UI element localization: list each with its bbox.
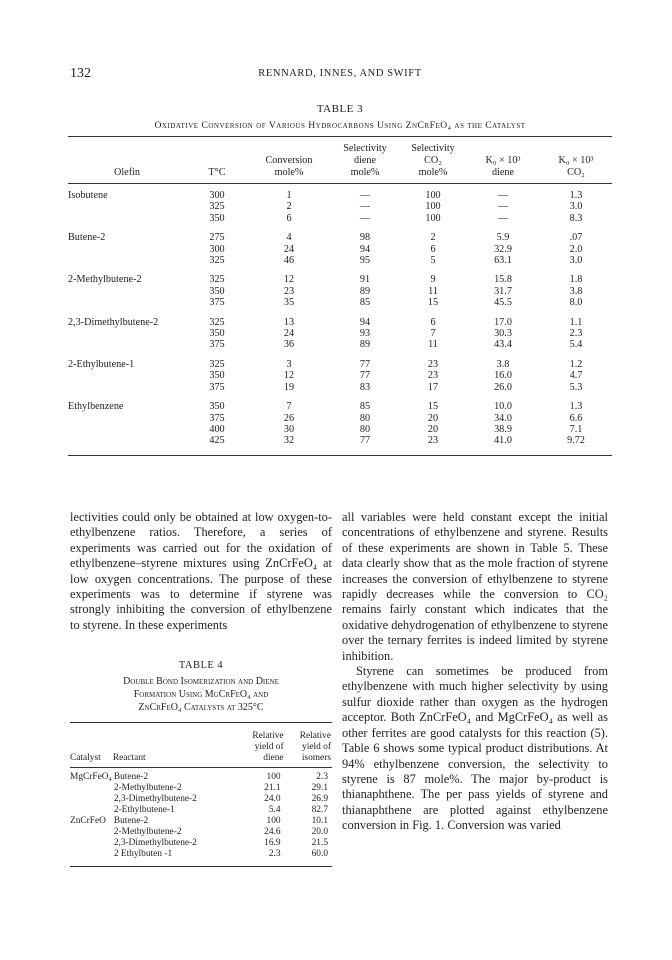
table-cell: 80 [359,423,371,435]
table-cell: 1.3 [569,190,583,201]
group-spacer [68,351,612,359]
table-cell: 30.3 [494,328,512,340]
table-cell: 5.3 [569,381,583,393]
table-cell: 24.0 [264,794,281,804]
group-spacer [68,393,612,401]
catalyst-cell [70,783,113,794]
table-cell: 85 [359,297,371,309]
table-cell: 325 [209,201,225,213]
group-spacer [68,224,612,232]
table-cell: 12 [283,370,295,382]
table-cell: 5.9 [496,232,510,244]
catalyst-cell [70,849,113,860]
spacer-cell [68,266,612,274]
table-row [68,184,612,202]
table-cell: 10.0 [494,401,512,413]
table-cell: .07 [569,232,583,244]
table4 [70,658,332,867]
table4-title: TABLE 4 [178,660,224,671]
olefin-cell [68,201,186,212]
table-cell: 100 [425,201,441,213]
table-cell: 1.2 [569,358,583,370]
table-cell: 89 [359,285,371,297]
olefin-cell [68,435,186,446]
table-row [70,794,332,805]
table-cell: 24.6 [264,827,281,837]
table-cell: 89 [359,339,371,351]
table-cell: — [497,190,509,201]
olefin-cell: 2,3-Dimethylbutene-2 [68,316,159,328]
table-cell: 98 [359,232,371,244]
table3-caption: Oxidative Conversion of Various Hydrocarbons Using ZnCrFeO₄ as the Catalyst [154,120,526,131]
table-cell: 6.6 [569,412,583,424]
table-cell: 77 [359,435,371,447]
table-cell: 38.9 [494,423,512,435]
table-cell: 300 [209,243,225,255]
table-cell: — [497,212,509,224]
table-cell: 35 [283,297,295,309]
table-cell: 1 [286,190,292,201]
olefin-cell [68,213,186,224]
olefin-cell [68,413,186,424]
table-cell: 1.8 [569,274,583,286]
table-cell: 94 [359,316,371,328]
column-header: Selectivity CO₂ mole% [400,137,466,184]
table-row [68,401,612,412]
olefin-cell [68,370,186,381]
olefin-cell [68,244,186,255]
table-row [68,255,612,266]
catalyst-cell: MgCrFeO₄ [70,772,112,782]
table-cell: 91 [359,274,371,286]
reactant-cell: Butene-2 [113,816,149,826]
table-cell: 93 [359,328,371,340]
table-cell: 350 [209,401,225,413]
olefin-cell [68,297,186,308]
table-row [68,382,612,393]
table-cell: 1.1 [569,316,583,328]
olefin-cell: 2-Methylbutene-2 [68,274,142,286]
column-header: Relative yield of isomers [285,723,332,768]
table-cell: 10.1 [311,816,328,826]
table-cell: 350 [209,285,225,297]
table-cell: 100 [266,772,281,782]
table-cell: 2.0 [569,243,583,255]
olefin-cell: Ethylbenzene [68,401,124,413]
table-cell: 60.0 [311,849,328,859]
olefin-cell [68,382,186,393]
table-cell: 24 [283,243,295,255]
table-cell: 100 [266,816,281,826]
table-cell: 26 [283,412,295,424]
right-column [342,510,608,834]
table-cell: 325 [209,274,225,286]
table-cell: 275 [209,232,225,244]
table-cell: 83 [359,381,371,393]
right-paragraph-2: Styrene can sometimes be produced from ethylbenzene with much higher selectivity by using sulfur dioxide rather than oxygen as the hydrogen acceptor. Both ZnCrFeO₄ and MgCrFeO₄ as well as other ferrites are good catalysts for this reaction (5). Table 6 shows some typical product distributions. At 94% ethylbenzene conversion, the selectivity to styrene is 87 mole%. The major by-product is thianaphthene. The per pass yields of styrene and thianaphthene are plotted against ethylbenzene conversion in Fig. 1. Conversion was varied [342,664,608,833]
table-cell: — [497,201,509,213]
spacer-cell [68,309,612,317]
table-cell: 6 [430,243,436,255]
column-header: T°C [186,137,248,184]
table-cell: 4 [286,232,292,244]
table-cell: 32 [283,435,295,447]
table-cell: 7 [286,401,292,413]
reactant-cell: 2-Methylbutene-2 [113,783,182,793]
table-cell: 32.9 [494,243,512,255]
right-paragraph-1: all variables were held constant except the initial concentrations of ethylbenzene and styrene. Results of these experiments are shown in Table 5. These data clearly show that as the mole fraction of styrene increases the conversion of ethylbenzene to styrene rapidly decreases while the conversion to CO₂ remains fairly constant which indicates that the oxidative dehydrogenation of ethylbenzene to styrene over the ternary ferrites is indeed limited by styrene inhibition. [342,510,608,663]
table-cell: 23 [283,285,295,297]
table-cell: 30 [283,423,295,435]
table-cell: 20 [427,412,439,424]
table-cell: 45.5 [494,297,512,309]
table-row [68,244,612,255]
olefin-cell [68,339,186,350]
table-cell: 325 [209,255,225,267]
table-cell: 375 [209,412,225,424]
table-row [70,816,332,827]
table-cell: 15.8 [494,274,512,286]
running-head: RENNARD, INNES, AND SWIFT [258,68,422,79]
table-cell: 41.0 [494,435,512,447]
table4-grid [70,722,332,867]
table-row [68,424,612,435]
table-cell: 100 [425,212,441,224]
olefin-cell [68,424,186,435]
olefin-cell: 2-Ethylbutene-1 [68,358,135,370]
table-cell: 375 [209,381,225,393]
table4-caption-line: Double Bond Isomerization and Diene [123,676,279,687]
table-cell: 425 [209,435,225,447]
table-cell: 36 [283,339,295,351]
table-cell: 82.7 [311,805,328,815]
table-cell: 17.0 [494,316,512,328]
catalyst-cell [70,838,113,849]
column-header: Catalyst [70,723,113,768]
table-row [68,286,612,297]
spacer-cell [68,224,612,232]
column-header: K₀ × 10³ diene [466,137,540,184]
catalyst-cell [70,794,113,805]
table-row [68,274,612,285]
reactant-cell: 2-Methylbutene-2 [113,827,182,837]
table-cell: 24 [283,328,295,340]
table4-caption [70,675,332,714]
table-row [68,201,612,212]
table-cell: 77 [359,370,371,382]
olefin-cell [68,255,186,266]
table-cell: 7 [430,328,436,340]
table-cell: 350 [209,212,225,224]
table-cell: 23 [427,435,439,447]
table-row [68,317,612,328]
reactant-cell: 2-Ethylbutene-1 [113,805,175,815]
table-cell: 6 [286,212,292,224]
table-cell: 375 [209,339,225,351]
table-row [68,232,612,243]
table-cell: 80 [359,412,371,424]
table-cell: 43.4 [494,339,512,351]
table-cell: 100 [425,190,441,201]
table-cell: 325 [209,358,225,370]
table-cell: 11 [428,339,438,351]
table-row [70,849,332,860]
table-cell: 2 [430,232,436,244]
table-cell: 15 [427,401,439,413]
table-cell: 400 [209,423,225,435]
table-cell: 13 [283,316,295,328]
page-number: 132 [70,66,91,81]
table3-title: TABLE 3 [316,103,364,115]
table-cell: 375 [209,297,225,309]
table-cell: 63.1 [494,255,512,267]
table-cell: 7.1 [569,423,583,435]
page-header [70,66,610,82]
column-header: Olefin [68,137,186,184]
table-cell: 3.0 [569,255,583,267]
table-cell: 15 [427,297,439,309]
table-cell: 19 [283,381,295,393]
table-cell: 2 [286,201,292,213]
table-row [70,805,332,816]
left-paragraph: lectivities could only be obtained at low oxygen-to-ethylbenzene ratios. Therefore, a series of experiments was carried out for the oxidation of ethylbenzene–styrene mixtures using ZnCrFeO₄ at low oxygen concentrations. The purpose of these experiments was to determine if styrene was strongly inhibiting the conversion of ethylbenzene to styrene. In these experiments [70,510,332,632]
table-row [68,339,612,350]
table-row [70,768,332,784]
catalyst-cell [70,827,113,838]
table-cell: 9.72 [567,435,585,447]
table-cell: 5 [430,255,436,267]
table-cell: 20.0 [311,827,328,837]
left-column [70,510,332,633]
table-cell: 31.7 [494,285,512,297]
olefin-cell [68,286,186,297]
table-cell: 20 [427,423,439,435]
spacer-cell [68,393,612,401]
table-cell: — [359,190,371,201]
table-cell: 8.3 [569,212,583,224]
table-cell: — [359,212,371,224]
table-cell: 9 [430,274,436,286]
table-row [68,297,612,308]
table-row [70,838,332,849]
table4-caption-line: Formation Using MgCrFeO₄ and [133,689,269,700]
column-header: Relative yield of diene [235,723,284,768]
table-row [68,435,612,446]
table-row [68,213,612,224]
table-cell: 16.9 [264,838,281,848]
table-cell: 5.4 [569,339,583,351]
table-cell: 94 [359,243,371,255]
group-spacer [68,309,612,317]
table-cell: 12 [283,274,295,286]
table-cell: 26.9 [311,794,328,804]
table-cell: 85 [359,401,371,413]
column-header: Reactant [113,723,235,768]
table-row [70,783,332,794]
table-cell: 3 [286,358,292,370]
table-cell: 95 [359,255,371,267]
table-cell: 46 [283,255,295,267]
catalyst-cell: ZnCrFeO [70,816,106,826]
table-cell: 350 [209,328,225,340]
table-cell: 26.0 [494,381,512,393]
table-cell: 6 [430,316,436,328]
table-cell: 34.0 [494,412,512,424]
table-cell: 2.3 [316,772,328,782]
table-cell: 300 [209,190,225,201]
table-cell: 17 [427,381,439,393]
table-row [68,370,612,381]
table3 [68,136,612,456]
table-cell: 5.4 [268,805,281,815]
table-cell: 2.3 [268,849,281,859]
table-row [70,827,332,838]
table-cell: 3.0 [569,201,583,213]
table-cell: 23 [427,370,439,382]
table-cell: 3.8 [569,285,583,297]
table-cell: 77 [359,358,371,370]
table-cell: 21.5 [311,838,328,848]
table-cell: 8.0 [569,297,583,309]
table-row [68,328,612,339]
column-header: Conversion mole% [248,137,330,184]
column-header: Selectivity diene mole% [330,137,400,184]
reactant-cell: 2,3-Dimethylbutene-2 [113,838,197,848]
table-cell: — [359,201,371,213]
reactant-cell: 2,3-Dimethylbutene-2 [113,794,197,804]
catalyst-cell [70,805,113,816]
table-cell: 21.1 [264,783,281,793]
table-cell: 350 [209,370,225,382]
table-cell: 2.3 [569,328,583,340]
group-spacer [68,266,612,274]
table-row [68,359,612,370]
olefin-cell: Butene-2 [68,232,106,244]
table-cell: 11 [428,285,438,297]
olefin-cell: Isobutene [68,190,108,201]
reactant-cell: Butene-2 [113,772,149,782]
table-cell: 16.0 [494,370,512,382]
column-header: K₀ × 10³ CO₂ [540,137,612,184]
table-cell: 325 [209,316,225,328]
olefin-cell [68,328,186,339]
table-cell: 23 [427,358,439,370]
table-cell: 4.7 [569,370,583,382]
spacer-cell [68,351,612,359]
reactant-cell: 2 Ethylbuten -1 [113,849,173,859]
table-cell: 3.8 [496,358,510,370]
table4-caption-line: ZnCrFeO₄ Catalysts at 325°C [138,702,264,713]
table-row [68,413,612,424]
table-cell: 1.3 [569,401,583,413]
table-cell: 29.1 [311,783,328,793]
